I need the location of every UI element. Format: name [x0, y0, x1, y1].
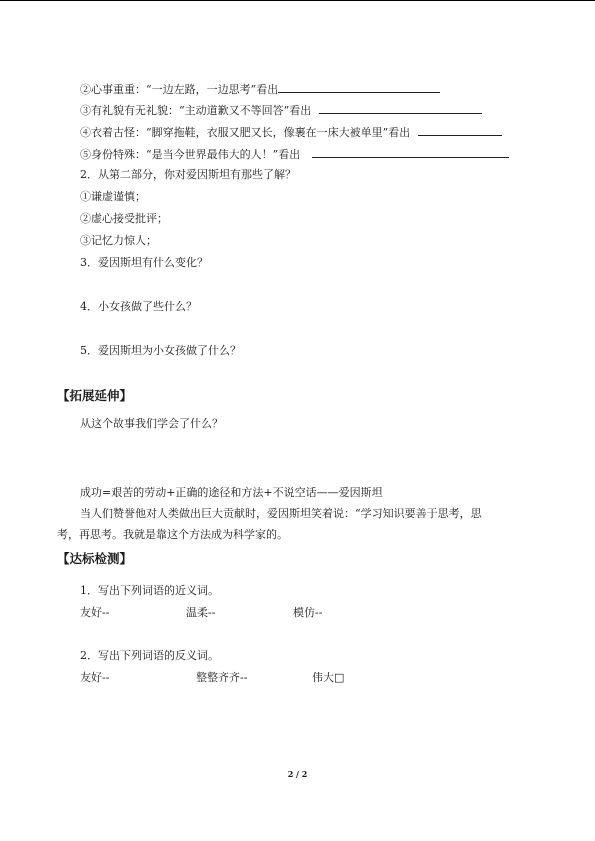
trait-item-text: ④衣着古怪：“脚穿拖鞋，衣服又肥又长，像裹在一床大被单里”看出 — [80, 126, 411, 139]
einstein-quote: 成功=艰苦的劳动+正确的途径和方法+不说空话——爱因斯坦 — [80, 486, 383, 499]
trait-item-text: ③有礼貌有无礼貌：“主动道歉又不等回答”看出 — [80, 104, 312, 117]
antonym-word: 整整齐齐-- — [196, 671, 248, 684]
paragraph-line: 当人们赞誉他对人类做出巨大贡献时，爱因斯坦笑着说：“学习知识要善于思考，思 — [80, 507, 482, 520]
synonym-word: 温柔-- — [186, 606, 216, 619]
answer-blank[interactable] — [319, 102, 482, 114]
trait-item-text: ⑤身份特殊：“是当今世界最伟大的人！”看出 — [80, 148, 301, 161]
synonym-word: 友好-- — [80, 606, 110, 619]
question-3: 3．爱因斯坦有什么变化？ — [80, 256, 208, 269]
answer-blank[interactable] — [312, 146, 509, 158]
trait-item-4 — [80, 124, 502, 140]
question-5: 5．爱因斯坦为小女孩做了什么？ — [80, 344, 241, 357]
extend-question: 从这个故事我们学会了什么？ — [80, 417, 223, 430]
answer-item: ②虚心接受批评； — [80, 212, 168, 225]
trait-item-3 — [80, 102, 482, 118]
test-question-1: 1．写出下列词语的近义词。 — [80, 584, 219, 597]
section-heading-test: 【达标检测】 — [57, 551, 133, 566]
section-heading-extend: 【拓展延伸】 — [57, 388, 133, 403]
antonym-word: 友好-- — [80, 671, 110, 684]
page-number: 2 / 2 — [287, 769, 308, 779]
trait-item-5 — [80, 146, 509, 162]
antonym-word: 伟大□ — [312, 671, 345, 684]
synonym-word: 模仿-- — [293, 606, 323, 619]
question-2: 2．从第二部分，你对爱因斯坦有那些了解？ — [80, 168, 296, 181]
trait-item-text: ②心事重重：“一边左路，一边思考”看出 — [80, 83, 279, 96]
paragraph-line: 考，再思考。我就是靠这个方法成为科学家的。 — [57, 528, 288, 541]
question-4: 4．小女孩做了些什么？ — [80, 300, 197, 313]
answer-blank[interactable] — [418, 124, 502, 136]
trait-item-2 — [80, 81, 440, 97]
answer-item: ①谦虚谨慎； — [80, 190, 146, 203]
test-question-2: 2．写出下列词语的反义词。 — [80, 649, 219, 662]
page-top-border — [0, 0, 595, 1]
answer-item: ③记忆力惊人； — [80, 234, 157, 247]
answer-blank[interactable] — [278, 81, 440, 93]
